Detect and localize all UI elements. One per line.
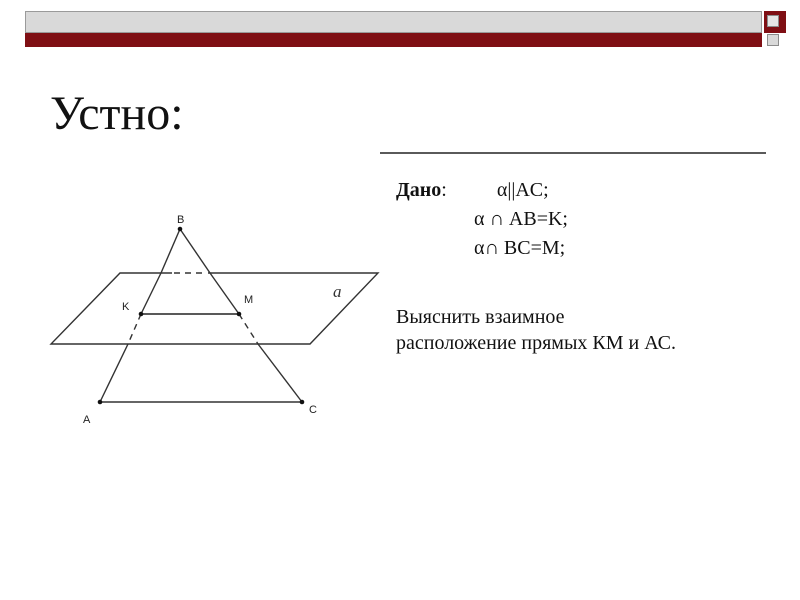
segment-bk-upper [161, 229, 180, 273]
label-b: B [177, 214, 185, 226]
task-line-2: расположение прямых КМ и АС. [396, 332, 676, 354]
label-m: M [244, 294, 254, 306]
point-b [178, 227, 183, 232]
label-k: K [122, 301, 130, 313]
segment-mc-dashed [239, 314, 258, 344]
segment-ka-dashed [128, 314, 141, 344]
point-k [139, 312, 144, 317]
segment-bm-upper [180, 229, 210, 273]
segment-mc [258, 344, 302, 402]
segment-ka [100, 344, 128, 402]
segment-bk-lower [141, 273, 161, 314]
given-condition-1: α||AC; [496, 179, 549, 201]
segment-bm-lower [210, 273, 239, 314]
point-m [237, 312, 242, 317]
plane-alpha [51, 273, 378, 344]
point-c [300, 400, 305, 405]
task-line-1: Выяснить взаимное [396, 306, 565, 328]
slide-title: Устно: [50, 87, 184, 140]
given-label: Дано [396, 179, 442, 201]
label-a: A [83, 414, 91, 426]
label-plane-alpha: a [333, 282, 342, 301]
point-a [98, 400, 103, 405]
given-condition-2: α ∩ AB=K; [474, 208, 568, 230]
given-condition-3: α∩ BC=M; [474, 237, 566, 259]
given-colon: : [441, 179, 447, 201]
label-c: C [309, 404, 317, 416]
